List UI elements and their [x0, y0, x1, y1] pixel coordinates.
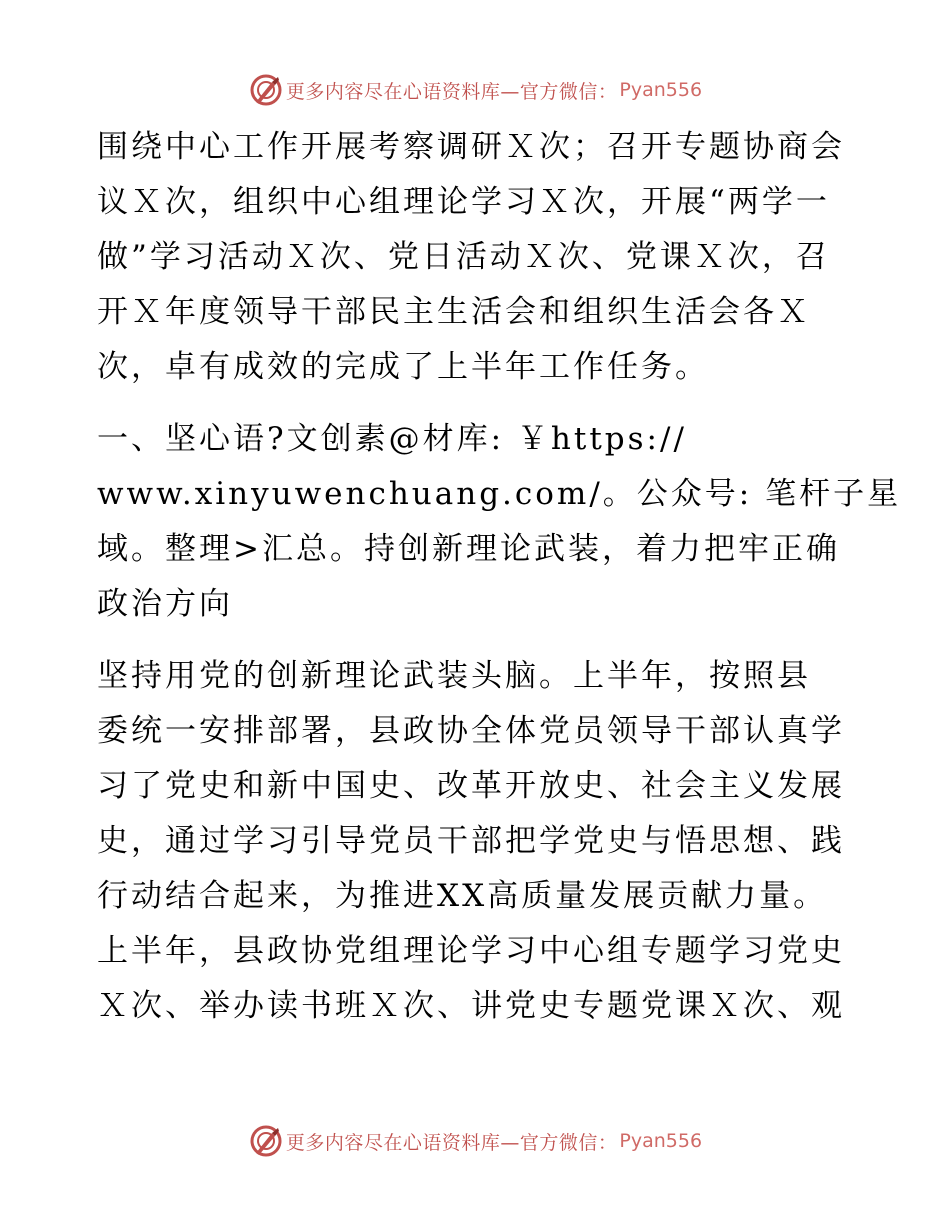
paragraph-2-heading [97, 412, 902, 632]
text-line: 政治方向 [97, 586, 233, 622]
text-line: 一、坚心语?文创素@材库: ￥https:// [97, 421, 687, 457]
document-body [97, 120, 902, 1034]
watermark-text: 更多内容尽在心语资料库—官方微信： [285, 80, 618, 103]
watermark-text: 更多内容尽在心语资料库—官方微信： [285, 1131, 618, 1154]
text-line: 议Ｘ次，组织中心组理论学习Ｘ次，开展“两学一 [97, 184, 830, 220]
quill-logo-icon [248, 72, 284, 108]
watermark-footer [0, 1121, 950, 1161]
text-line: 次，卓有成效的完成了上半年工作任务。 [97, 349, 709, 385]
text-line: 上半年，县政协党组理论学习中心组专题学习党史 [97, 933, 845, 969]
text-line: 域。整理>汇总。持创新理论武装，着力把牢正确 [97, 531, 840, 567]
watermark-wechat-id: Pyan556 [619, 79, 703, 101]
text-line: 习了党史和新中国史、改革开放史、社会主义发展 [97, 768, 845, 804]
watermark-wechat-id: Pyan556 [619, 1130, 703, 1152]
text-line: 开Ｘ年度领导干部民主生活会和组织生活会各Ｘ [97, 294, 811, 330]
paragraph-3 [97, 649, 857, 1034]
quill-logo-icon [248, 1123, 284, 1159]
text-line: Ｘ次、举办读书班Ｘ次、讲党史专题党课Ｘ次、观 [97, 988, 845, 1024]
text-line: www.xinyuwenchuang.com/。公众号: 笔杆子星 [97, 476, 902, 512]
text-line: 委统一安排部署，县政协全体党员领导干部认真学 [97, 713, 845, 749]
text-line: 行动结合起来，为推进XX高质量发展贡献力量。 [97, 878, 828, 914]
text-line: 史，通过学习引导党员干部把学党史与悟思想、践 [97, 823, 845, 859]
text-line: 做”学习活动Ｘ次、党日活动Ｘ次、党课Ｘ次，召 [97, 239, 830, 275]
watermark-header [0, 70, 950, 110]
text-line: 坚持用党的创新理论武装头脑。上半年，按照县 [97, 658, 811, 694]
text-line: 围绕中心工作开展考察调研Ｘ次；召开专题协商会 [97, 129, 845, 165]
paragraph-1 [97, 120, 857, 395]
